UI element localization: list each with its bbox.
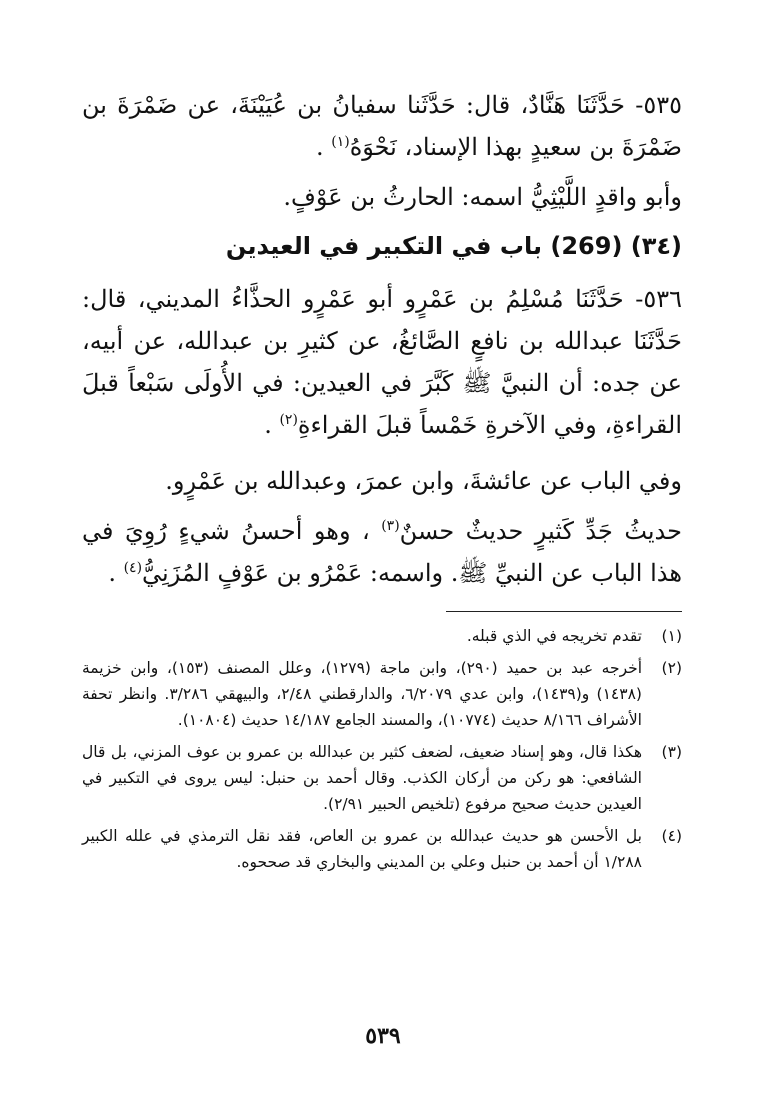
footnote-2 (82, 655, 682, 733)
footnote-text: تقدم تخريجه في الذي قبله. (466, 627, 642, 645)
footnote-number: (٤) (661, 827, 682, 845)
footnote-number: (٣) (661, 743, 682, 761)
footnote-1 (82, 623, 682, 649)
footnotes (82, 623, 682, 881)
hadith-535-end: . (315, 133, 332, 161)
grading-text: حديثُ جَدِّ كَثيرٍ حديثٌ حسنٌ (399, 517, 682, 545)
footnote-text: هكذا قال، وهو إسناد ضعيف، لضعف كثير بن عبدالله بن عمرو بن عوف المزني، بل قال الشافعي: هو ركن من أركان الكذب. وقال أحمد بن حنبل: ليس يروى في التكبير في العيدين حديث صحيح مرفوع (تلخيص الحبير ٢/٩١). (82, 743, 642, 813)
hadith-536-end: . (264, 411, 280, 439)
footnote-ref-4[interactable]: (٤) (123, 560, 143, 576)
hadith-535-text: ٥٣٥- حَدَّثَنَا هَنَّادٌ، قال: حَدَّثَنا سفيانُ بن عُيَيْنَةَ، عن ضَمْرَةَ بن ضَمْرَةَ بن سعيدٍ بهذا الإسناد، نَحْوَهُ (82, 91, 682, 161)
footnote-number: (١) (661, 627, 682, 645)
chapter-references: وفي الباب عن عائشةَ، وابن عمرَ، وعبدالله بن عَمْرٍو. (165, 467, 682, 495)
grading-end: . (108, 559, 124, 587)
footnote-4 (82, 823, 682, 875)
footnote-ref-3[interactable]: (٣) (381, 518, 400, 534)
grading-rest: ، وهو أحسنُ شيءٍ رُوِيَ في هذا الباب عن النبيِّ ﷺ. واسمه: عَمْرُو بن عَوْفٍ المُزَنِيُّ (82, 517, 682, 587)
chapter-heading: (٣٤) (269) باب في التكبير في العيدين (225, 232, 682, 260)
footnote-3 (82, 739, 682, 817)
hadith-grading (82, 510, 682, 594)
footnote-ref-2[interactable]: (٢) (279, 412, 298, 428)
footnote-number: (٢) (661, 659, 682, 677)
page-number: ٥٣٩ (365, 1023, 401, 1049)
hadith-535 (82, 84, 682, 168)
hadith-536 (82, 278, 682, 446)
narrator-note: وأبو واقدٍ اللَّيْثِيُّ اسمه: الحارثُ بن عَوْفٍ. (283, 183, 682, 211)
footnote-ref-1[interactable]: (١) (331, 134, 350, 150)
main-text (82, 84, 682, 594)
footnote-text: أخرجه عبد بن حميد (٢٩٠)، وابن ماجة (١٢٧٩)، وعلل المصنف (١٥٣)، وابن خزيمة (١٤٣٨) و(١٤٣٩)، وابن عدي ٦/٢٠٧٩، والدارقطني ٢/٤٨، والبيهقي ٣/٢٨٦. وانظر تحفة الأشراف ٨/١٦٦ حديث (١٠٧٧٤)، والمسند الجامع ١٤/١٨٧ حديث (١٠٨٠٤). (82, 659, 643, 729)
hadith-536-text: ٥٣٦- حَدَّثَنَا مُسْلِمُ بن عَمْرٍو أبو عَمْرٍو الحذَّاءُ المديني، قال: حَدَّثَنَا عبدالله بن نافعٍ الصَّائغُ، عن كثيرِ بن عبدالله، عن أبيه، عن جده: أن النبيَّ ﷺ كَبَّرَ في العيدين: في الأُولَى سَبْعاً قبلَ القراءةِ، وفي الآخرةِ خَمْساً قبلَ القراءةِ (82, 285, 682, 439)
footnote-divider (446, 611, 682, 612)
footnote-text: بل الأحسن هو حديث عبدالله بن عمرو بن العاص، فقد نقل الترمذي في علله الكبير ١/٢٨٨ أن أحمد بن حنبل وعلي بن المديني والبخاري قد صححوه. (82, 827, 642, 871)
